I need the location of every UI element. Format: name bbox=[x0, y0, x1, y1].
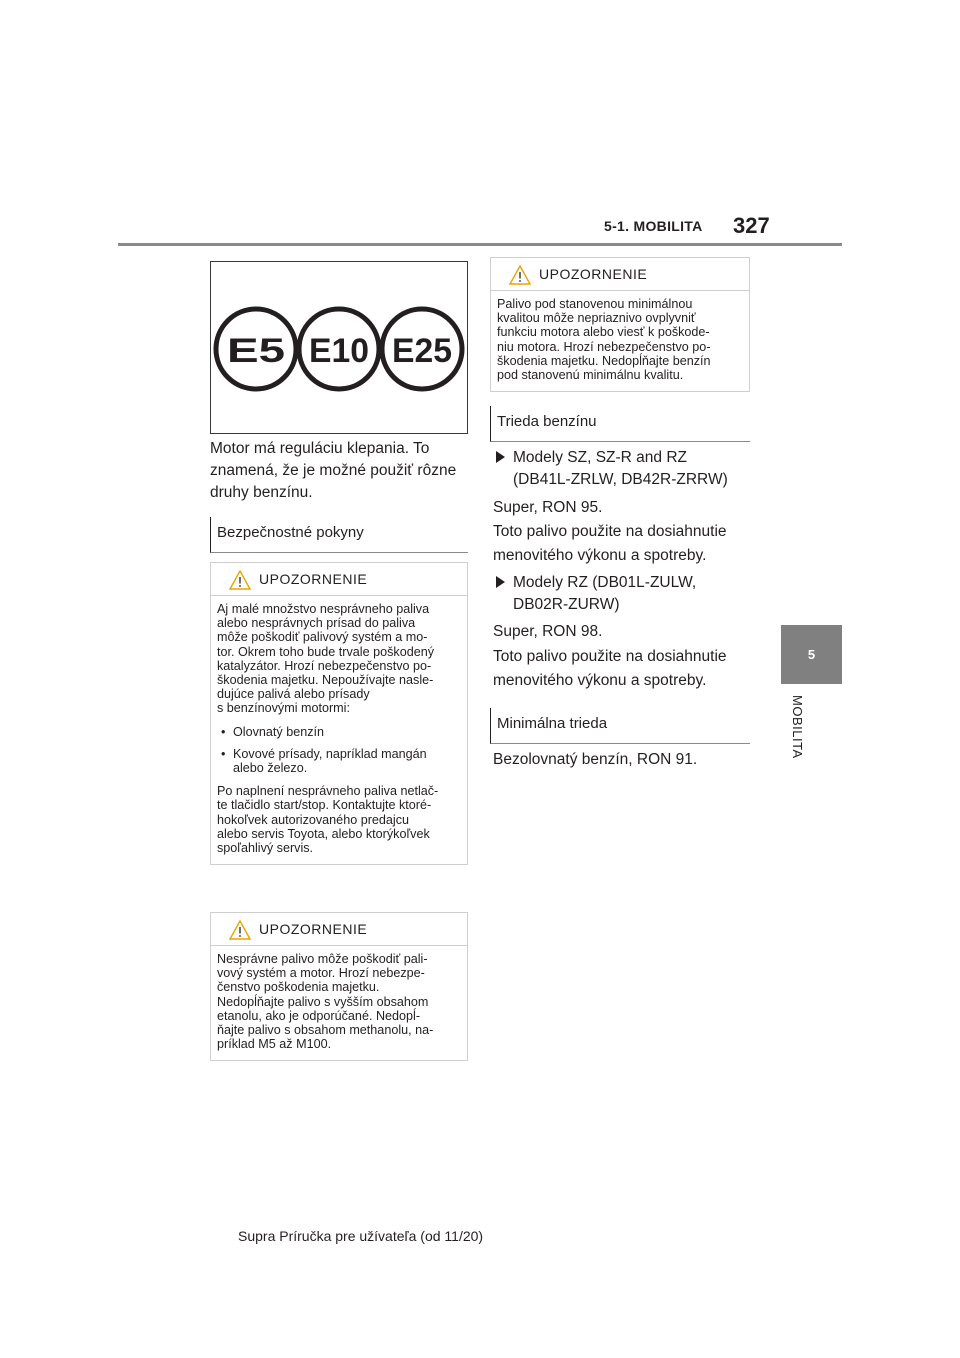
model-group-rz: Modely RZ (DB01L-ZULW, DB02R-ZURW) bbox=[496, 572, 756, 616]
warning-title: UPOZORNENIE bbox=[539, 266, 648, 282]
grade-heading: Trieda benzínu bbox=[490, 406, 750, 442]
model-rz-description: Toto palivo použite na dosiahnutie menovitého výkonu a spotreby. bbox=[493, 648, 727, 689]
fuel-label-e10: E10 bbox=[309, 332, 369, 370]
warning-triangle-icon bbox=[509, 265, 531, 285]
fuel-label-figure bbox=[210, 261, 468, 434]
warning-text: Nesprávne palivo môže poškodiť pali- vový systém a motor. Hrozí nebezpe- čenstvo poškodenia majetku. Nedopĺňajte palivo s vyšším obsahom etanolu, ako je odporúčané. Nedopĺ- ňajte palivo s obsahom methanolu, na- príklad M5 až M100. bbox=[217, 952, 434, 1052]
safety-heading: Bezpečnostné pokyny bbox=[210, 517, 468, 553]
warning-triangle-icon bbox=[229, 920, 251, 940]
fuel-label-e25: E25 bbox=[392, 332, 452, 370]
page-number: 327 bbox=[733, 213, 770, 238]
intro-paragraph: Motor má reguláciu klepania. To znamená, že je možné použiť rôzne druhy benzínu. bbox=[210, 440, 457, 501]
fuel-label-illustration bbox=[211, 262, 467, 433]
arrow-bullet-icon bbox=[496, 576, 505, 588]
min-grade-fuel: Bezolovnatý benzín, RON 91. bbox=[493, 751, 698, 768]
footer-manual-title: Supra Príručka pre užívateľa (od 11/20) bbox=[238, 1228, 484, 1244]
chapter-tab[interactable]: 5 bbox=[781, 625, 842, 684]
warning-text: Palivo pod stanovenou minimálnou kvalitou môže nepriaznivo ovplyvniť funkciu motora alebo viesť k poškode- niu motora. Hrozí nebezpečenstvo po- škodenia majetku. Nedopĺňajte benzín pod stanovenú minimálnu kvalitu. bbox=[497, 297, 711, 383]
warning-bullet-list bbox=[217, 725, 461, 776]
warning-text: Aj malé množstvo nesprávneho paliva alebo nesprávnych prísad do paliva môže poškodiť palivový systém a mo- tor. Okrem toho bude trvale poškodený katalyzátor. Hrozí nebezpečenstvo po- škodenia majetku. Nepoužívajte nasle- dujúce palivá alebo prísady s benzínovými motormi: bbox=[217, 602, 435, 716]
warning-title: UPOZORNENIE bbox=[259, 571, 368, 587]
warning-box-ethanol bbox=[210, 912, 468, 1061]
model-rz-fuel: Super, RON 98. bbox=[493, 623, 603, 640]
chapter-tab-label: MOBILITA bbox=[790, 695, 805, 759]
warning-box-fuel-additives bbox=[210, 562, 468, 865]
header-divider bbox=[118, 243, 842, 246]
warning-triangle-icon bbox=[229, 570, 251, 590]
list-item: • Olovnatý benzín bbox=[217, 725, 461, 739]
model-sz-description: Toto palivo použite na dosiahnutie menovitého výkonu a spotreby. bbox=[493, 523, 727, 564]
model-sz-fuel: Super, RON 95. bbox=[493, 499, 603, 516]
section-title: 5-1. MOBILITA bbox=[604, 218, 703, 234]
min-grade-heading: Minimálna trieda bbox=[490, 708, 750, 744]
arrow-bullet-icon bbox=[496, 451, 505, 463]
fuel-label-e5: E5 bbox=[227, 332, 285, 370]
model-group-sz: Modely SZ, SZ-R and RZ (DB41L-ZRLW, DB42R-ZRRW) bbox=[496, 447, 756, 491]
list-item: • Kovové prísady, napríklad mangán alebo železo. bbox=[217, 747, 461, 775]
warning-title: UPOZORNENIE bbox=[259, 921, 368, 937]
warning-text: Po naplnení nesprávneho paliva netlač- te tlačidlo start/stop. Kontaktujte ktoré- hokoľvek autorizovaného predajcu alebo servis Toyota, alebo ktorýkoľvek spoľahlivý servis. bbox=[217, 784, 439, 856]
warning-box-min-quality bbox=[490, 257, 750, 392]
